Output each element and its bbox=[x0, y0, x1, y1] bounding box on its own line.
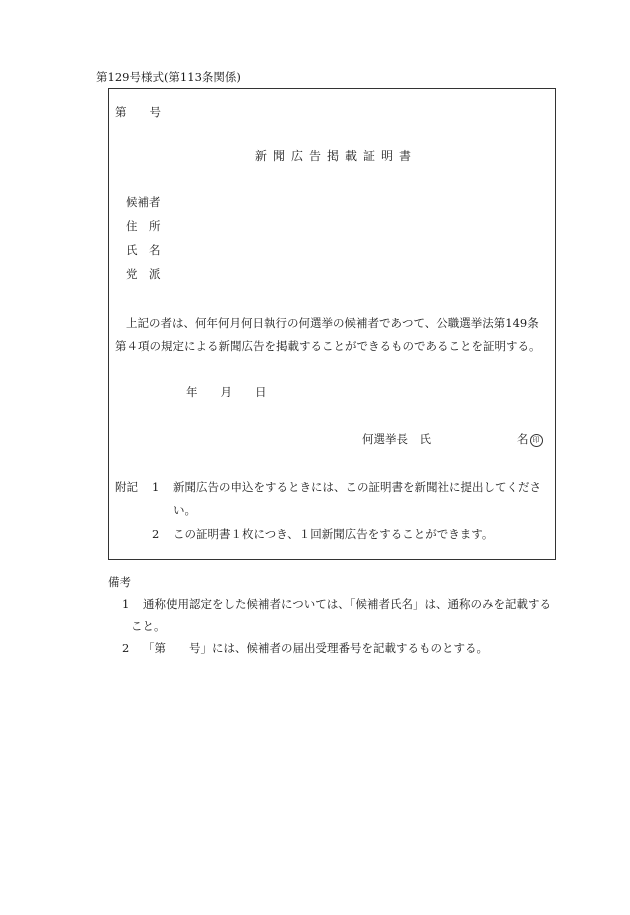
date-line: 年 月 日 bbox=[186, 385, 267, 399]
certification-text-line2: 第４項の規定による新聞広告を掲載することができるものであることを証明する。 bbox=[115, 339, 541, 353]
note-1-line1: 新聞広告の申込をするときには、この証明書を新聞社に提出してくださ bbox=[173, 480, 541, 494]
note-2-number: 2 bbox=[152, 527, 160, 541]
field-name: 氏 名 bbox=[126, 243, 161, 257]
issuer-name-seal bbox=[517, 432, 543, 447]
remark-2-line1: 「第 号」には、候補者の届出受理番号を記載するものとする。 bbox=[143, 641, 488, 655]
certificate-title: 新聞広告掲載証明書 bbox=[255, 149, 418, 163]
number-label: 第 号 bbox=[115, 105, 161, 119]
issuer: 何選挙長 氏 bbox=[362, 432, 431, 446]
remark-2-number: 2 bbox=[122, 641, 130, 655]
note-1-line2: い。 bbox=[173, 503, 196, 517]
remark-1-line2: こと。 bbox=[131, 619, 166, 633]
form-label: 第129号様式(第113条関係) bbox=[96, 70, 241, 84]
remarks-label: 備考 bbox=[108, 575, 131, 589]
field-candidate: 候補者 bbox=[126, 195, 161, 209]
remark-1-number: 1 bbox=[122, 597, 130, 611]
field-address: 住 所 bbox=[126, 219, 161, 233]
name-label: 名 bbox=[517, 432, 529, 446]
certification-text-line1: 上記の者は、何年何月何日執行の何選挙の候補者であつて、公職選挙法第149条 bbox=[126, 316, 539, 330]
remark-1-line1: 通称使用認定をした候補者については、「候補者氏名」は、通称のみを記載する bbox=[143, 597, 552, 611]
note-1-number: 1 bbox=[152, 480, 160, 494]
seal-mark: 印 bbox=[530, 434, 543, 447]
notes-label: 附記 bbox=[115, 480, 138, 494]
field-party: 党 派 bbox=[126, 267, 161, 281]
note-2-line1: この証明書１枚につき、１回新聞広告をすることができます。 bbox=[173, 527, 494, 541]
